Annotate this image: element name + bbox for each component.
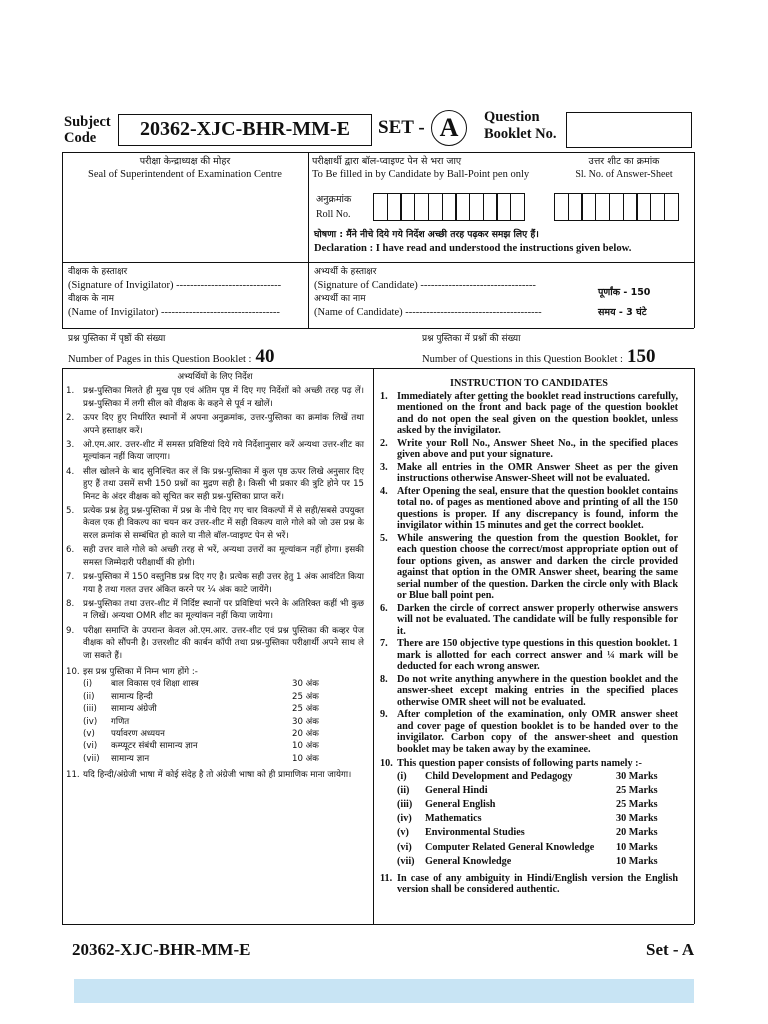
instruction-item bbox=[66, 505, 364, 542]
part-row bbox=[397, 826, 678, 840]
question-booklet-no-label: Question Booklet No. bbox=[484, 109, 557, 142]
instruction-item bbox=[66, 625, 364, 662]
part-row bbox=[83, 691, 338, 703]
instruction-number: 4. bbox=[380, 485, 388, 497]
instruction-number: 9. bbox=[66, 625, 75, 636]
instruction-item bbox=[380, 603, 678, 638]
instruction-number: 7. bbox=[66, 572, 75, 583]
instruction-text: Do not write anything anywhere in the question booklet and the answer-sheet except making entries in the specified places otherwise OMR sheet will not be evaluated. bbox=[397, 673, 678, 708]
instruction-text: Darken the circle of correct answer properly otherwise answers will not be evaluated. The candidate will be fully responsible for it. bbox=[397, 602, 678, 637]
part-number: (v) bbox=[83, 728, 95, 739]
instruction-text: There are 150 objective type questions in this question booklet. 1 mark is allotted for each correct answer and ¼ mark will be deducted for each wrong answer. bbox=[397, 638, 678, 672]
subject-code-label: Subject Code bbox=[64, 114, 111, 146]
part-name: बाल विकास एवं शिक्षा शास्त्र bbox=[111, 679, 199, 690]
instruction-text: प्रश्न-पुस्तिका तथा उत्तर-शीट में निर्दिष्ट स्थानों पर प्रविष्टियां भरने के अतिरिक्त कहीं भी कुछ न लिखें। अन्यथा OMR शीट का मूल्यांकन नहीं किया जायेगा। bbox=[83, 598, 364, 622]
part-name: सामान्य ज्ञान bbox=[111, 753, 150, 764]
part-number: (iii) bbox=[397, 798, 413, 810]
question-booklet-no-box[interactable] bbox=[566, 112, 692, 148]
part-name: पर्यावरण अध्ययन bbox=[111, 728, 165, 739]
english-instructions-title: INSTRUCTION TO CANDIDATES bbox=[450, 378, 608, 389]
part-number: (v) bbox=[397, 827, 409, 839]
part-marks: 25 Marks bbox=[616, 784, 658, 796]
part-marks: 25 अंक bbox=[292, 691, 319, 702]
instruction-item bbox=[380, 674, 678, 709]
instruction-item bbox=[380, 391, 678, 437]
hindi-instructions: अभ्यर्थियों के लिए निर्देश 1. प्रश्न-पुस्तिका मिलते ही मुख पृष्ठ एवं अंतिम पृष्ठ में दिए गए निर्देशों को अच्छी तरह पढ़ लें। प्रश्न-पुस्तिका में लगी सील को वीक्षक के कहने से पूर्व न खोलें। 2. ऊपर दिए हुए निर्धारित स्थानों में अपना अनुक्रमांक, उत्तर-पुस्तिका का क्रमांक लिखें तथा अपने हस्ताक्षर करें। 3. ओ.एम.आर. उत्तर-शीट में समस्त प्रविष्टियां दिये गये निर्देशानुसार करें अन्यथा उत्तर-शीट का मूल्यांकन नहीं किया जाएगा। 4. सील खोलने के बाद सुनिश्चित कर लें कि प्रश्न-पुस्तिका में कुल पृष्ठ ऊपर लिखे अनुसार दिए हुए हैं तथा उसमें सभी 150 प्रश्नों का मुद्रण सही है। किसी भी प्रकार की त्रुटि होने पर 15 मिनट के अंदर वीक्षक को सूचित कर सही प्रश्न-पुस्तिका प्राप्त करें। 5. प्रत्येक प्रश्न हेतु प्रश्न-पुस्तिका में प्रश्न के नीचे दिए गए चार विकल्पों में से सही/सबसे उपयुक्त केवल एक ही विकल्प का चयन कर उत्तर-शीट में सही विकल्प वाले गोले को जो उस प्रश्न के सरल क्रमांक से सम्बंधित हो काले या नीले बॉल-प्वाइण्ट पेन से भरें। 6. सही उत्तर वाले गोले को अच्छी तरह से भरें, अन्यथा उत्तरों का मूल्यांकन नहीं होगा। इसकी समस्त जिम्मेदारी परीक्षार्थी की होगी। 7. प्रश्न-पुस्तिका में 150 वस्तुनिष्ठ प्रश्न दिए गए है। प्रत्येक सही उत्तर हेतु 1 अंक आवंटित किया गया है तथा गलत उत्तर अंकित करने पर ¼ अंक काटे जायेंगे। 8. प्रश्न-पुस्तिका तथा उत्तर-शीट में निर्दिष्ट स्थानों पर प्रविष्टियां भरने के अतिरिक्त कहीं भी कुछ न लिखें। अन्यथा OMR शीट का मूल्यांकन नहीं किया जायेगा। 9. परीक्षा समाप्ति के उपरान्त केवल ओ.एम.आर. उत्तर-शीट एवं प्रश्न पुस्तिका की कव्हर पेज वीक्षक को सौंपनी है। उत्तरशीट की कार्बन कॉपी तथा प्रश्न-पुस्तिका परीक्षार्थी अपने साथ ले जा सकते हैं। 10. इस प्रश्न पुस्तिका में निम्न भाग होंगे :- (i) बाल विकास एवं शिक्षा शास्त्र 30 अंक (ii) सामान्य हिन्दी 25 अंक (iii) सामान्य अंग्रेजी 25 अंक (iv) गणित 30 अंक (v) पर्यावरण अध्ययन 20 अंक (vi) कम्प्यूटर संबंधी सामान्य ज्ञान 10 अंक (vii) सामान्य ज्ञान 10 अंक 11. यदि हिन्दी/अंग्रेजी भाषा में कोई संदेह है तो अंग्रेजी भाषा को ही प्रामाणिक माना जायेगा। bbox=[66, 372, 364, 781]
roll-no-boxes[interactable] bbox=[373, 193, 524, 221]
seal-area: परीक्षा केन्द्राध्यक्ष की मोहर Seal of Superintendent of Examination Centre bbox=[88, 156, 282, 180]
part-marks: 20 Marks bbox=[616, 827, 658, 839]
instruction-number: 9. bbox=[380, 709, 388, 720]
declaration: घोषणा : मैंने नीचे दिये गये निर्देश अच्छी तरह पढ़कर समझ लिए हैं। Declaration : I have read and understood the instructions given below. bbox=[314, 229, 632, 254]
part-number: (i) bbox=[83, 679, 93, 690]
instruction-number: 4. bbox=[66, 466, 75, 477]
part-name: Mathematics bbox=[425, 813, 482, 825]
instruction-text: ऊपर दिए हुए निर्धारित स्थानों में अपना अनुक्रमांक, उत्तर-पुस्तिका का क्रमांक लिखें तथा अपने हस्ताक्षर करें। bbox=[83, 413, 364, 436]
part-marks: 30 अंक bbox=[292, 679, 319, 690]
part-number: (vii) bbox=[397, 855, 415, 867]
instruction-item bbox=[380, 438, 678, 461]
part-row bbox=[397, 798, 678, 812]
instruction-item bbox=[66, 466, 364, 503]
part-name: Environmental Studies bbox=[425, 827, 525, 839]
part-row bbox=[397, 770, 678, 784]
instruction-item bbox=[380, 486, 678, 532]
instruction-text: While answering the question from the question Booklet, for each question choose the correct/most appropriate option out of four options given, as answer and darken the circle provided against that option in the OMR Answer sheet, bearing the same serial number of the question. Darken the circle only with Black or Blue ball point pen. bbox=[397, 532, 678, 601]
part-name: General English bbox=[425, 798, 496, 810]
instruction-item bbox=[66, 412, 364, 437]
instruction-number: 6. bbox=[380, 602, 388, 614]
part-row bbox=[83, 740, 338, 752]
part-number: (ii) bbox=[397, 784, 410, 796]
instruction-item bbox=[380, 462, 678, 485]
part-marks: 30 Marks bbox=[616, 813, 658, 825]
part-row bbox=[83, 716, 338, 728]
instruction-number: 1. bbox=[66, 386, 75, 397]
instruction-number: 6. bbox=[66, 545, 75, 556]
part-name: Computer Related General Knowledge bbox=[425, 841, 595, 853]
instruction-text: Make all entries in the OMR Answer Sheet as per the given instructions otherwise Answer-Sheet will not be evaluated. bbox=[397, 461, 678, 484]
instruction-text: प्रश्न-पुस्तिका में 150 वस्तुनिष्ठ प्रश्न दिए गए है। प्रत्येक सही उत्तर हेतु 1 अंक आवंटित किया गया है तथा गलत उत्तर अंकित करने पर ¼ अंक काटे जायेंगे। bbox=[83, 572, 364, 595]
instruction-item bbox=[66, 544, 364, 569]
instruction-text: सही उत्तर वाले गोले को अच्छी तरह से भरें, अन्यथा उत्तरों का मूल्यांकन नहीं होगा। इसकी समस्त जिम्मेदारी परीक्षार्थी की होगी। bbox=[83, 545, 364, 568]
part-row bbox=[83, 678, 338, 690]
instruction-number: 8. bbox=[66, 598, 75, 609]
part-number: (vii) bbox=[83, 753, 100, 764]
set-label: SET - bbox=[378, 117, 425, 138]
instruction-item bbox=[66, 598, 364, 623]
instruction-item bbox=[66, 385, 364, 410]
instruction-number: 5. bbox=[66, 506, 75, 517]
part-number: (iii) bbox=[83, 704, 97, 715]
part-name: Child Development and Pedagogy bbox=[425, 770, 573, 782]
part-row bbox=[83, 728, 338, 740]
instruction-text: After completion of the examination, only OMR answer sheet and cover page of question booklet is to be handed over to the invigilator. Carbon copy of the answer-sheet and question booklet may be taken away by the examinee. bbox=[397, 709, 678, 755]
instruction-number: 3. bbox=[66, 440, 75, 451]
instruction-text: After Opening the seal, ensure that the question booklet contains total no. of pages as mentioned above and printing of all the 150 questions is proper. If any discrepancy is found, inform the invigilator within 15 minutes and get the correct booklet. bbox=[397, 485, 678, 531]
footer-band bbox=[74, 979, 694, 1003]
part-marks: 30 अंक bbox=[292, 716, 319, 727]
english-instructions: INSTRUCTION TO CANDIDATES 1. Immediately after getting the booklet read instructions carefully, mentioned on the front and back page of the question booklet and do not open the seal given on the question booklet, unless asked by the invigilator. 2. Write your Roll No., Answer Sheet No., in the specified places given above and put your signature. 3. Make all entries in the OMR Answer Sheet as per the given instructions otherwise Answer-Sheet will not be evaluated. 4. After Opening the seal, ensure that the question booklet contains total no. of pages as mentioned above and printing of all the 150 questions is proper. If any discrepancy is found, inform the invigilator within 15 minutes and get the correct booklet. 5. While answering the question from the question Booklet, for each question choose the correct/most appropriate option out of four options given, as answer and darken the circle provided against that option in the OMR Answer sheet, bearing the same serial number of the question. Darken the circle only with Black or Blue ball point pen. 6. Darken the circle of correct answer properly otherwise answers will not be evaluated. The candidate will be fully responsible for it. 7. There are 150 objective type questions in this question booklet. 1 mark is allotted for each correct answer and ¼ mark will be deducted for each wrong answer. 8. Do not write anything anywhere in the question booklet and the answer-sheet except making entries in the specified places otherwise OMR sheet will not be evaluated. 9. After completion of the examination, only OMR answer sheet and cover page of question booklet is to be handed over to the invigilator. Carbon copy of the answer-sheet and question booklet may be taken away by the examinee. 10. This question paper consists of following parts namely :- (i) Child Development and Pedagogy 30 Marks (ii) General Hindi 25 Marks (iii) General English 25 Marks (iv) Mathematics 30 Marks (v) Environmental Studies 20 Marks (vi) Computer Related General Knowledge 10 Marks (vii) General Knowledge 10 Marks 11. In case of any ambiguity in Hindi/English version the English version shall be considered authentic. bbox=[380, 378, 678, 896]
instruction-number: 2. bbox=[66, 413, 75, 424]
marks-time: पूर्णांक - 150 समय - 3 घंटे bbox=[598, 287, 651, 318]
instruction-item bbox=[380, 533, 678, 602]
part-number: (iv) bbox=[397, 813, 412, 825]
part-marks: 25 Marks bbox=[616, 798, 658, 810]
footer-set: Set - A bbox=[646, 940, 695, 959]
instruction-item bbox=[380, 709, 678, 755]
part-name: General Hindi bbox=[425, 784, 488, 796]
part-number: (vi) bbox=[397, 841, 412, 853]
instruction-number: 8. bbox=[380, 673, 388, 685]
pages-value: 40 bbox=[255, 346, 275, 367]
subject-code: 20362-XJC-BHR-MM-E bbox=[140, 118, 350, 140]
part-name: कम्प्यूटर संबंधी सामान्य ज्ञान bbox=[111, 741, 198, 752]
instruction-item bbox=[66, 439, 364, 464]
questions-value: 150 bbox=[626, 346, 656, 367]
instruction-text: सील खोलने के बाद सुनिश्चित कर लें कि प्रश्न-पुस्तिका में कुल पृष्ठ ऊपर लिखे अनुसार दिए हुए हैं तथा उसमें सभी 150 प्रश्नों का मुद्रण सही है। किसी भी प्रकार की त्रुटि होने पर 15 मिनट के अंदर वीक्षक को सूचित कर सही प्रश्न-पुस्तिका प्राप्त करें। bbox=[83, 466, 364, 502]
answer-sheet-boxes[interactable] bbox=[554, 193, 677, 221]
part-number: (ii) bbox=[83, 691, 95, 702]
invigilator-block: वीक्षक के हस्ताक्षर (Signature of Invigilator) ------------------------------ वीक्षक के नाम (Name of Invigilator) ---------------------------------- bbox=[68, 267, 282, 318]
instruction-number: 1. bbox=[380, 390, 388, 402]
part-number: (iv) bbox=[83, 716, 98, 727]
instruction-number: 5. bbox=[380, 532, 388, 544]
instruction-text: ओ.एम.आर. उत्तर-शीट में समस्त प्रविष्टियां दिये गये निर्देशानुसार करें अन्यथा उत्तर-शीट का मूल्यांकन नहीं किया जाएगा। bbox=[83, 440, 364, 463]
instruction-text: Write your Roll No., Answer Sheet No., in the specified places given above and put your signature. bbox=[397, 437, 678, 460]
subject-code-box bbox=[118, 114, 372, 146]
candidate-block: अभ्यर्थी के हस्ताक्षर (Signature of Candidate) --------------------------------- अभ्यर्थी का नाम (Name of Candidate) --------------------------------------- bbox=[314, 267, 542, 318]
candidate-fill-heading: परीक्षार्थी द्वारा बॉल-प्वाइण्ट पेन से भरा जाए To Be filled in by Candidate by Ball-Point pen only bbox=[312, 156, 530, 180]
instruction-number: 7. bbox=[380, 638, 388, 649]
part-name: General Knowledge bbox=[425, 855, 512, 867]
part-marks: 10 अंक bbox=[292, 753, 319, 764]
part-row bbox=[397, 784, 678, 798]
part-row bbox=[397, 812, 678, 826]
part-name: सामान्य अंग्रेजी bbox=[111, 704, 157, 715]
instruction-item bbox=[66, 571, 364, 596]
hindi-instructions-title: अभ्यर्थियों के लिए निर्देश bbox=[177, 372, 253, 382]
roll-no-label: अनुक्रमांक Roll No. bbox=[316, 194, 352, 220]
instruction-text: Immediately after getting the booklet read instructions carefully, mentioned on the front and back page of the question booklet and do not open the seal given on the question booklet, unless asked by the invigilator. bbox=[397, 390, 678, 436]
part-name: सामान्य हिन्दी bbox=[111, 691, 153, 702]
part-marks: 20 अंक bbox=[292, 728, 319, 739]
part-marks: 25 अंक bbox=[292, 704, 319, 715]
part-marks: 10 Marks bbox=[616, 855, 658, 867]
instruction-number: 2. bbox=[380, 437, 388, 449]
questions-count: प्रश्न पुस्तिका में प्रश्नों की संख्या Number of Questions in this Question Booklet : 150 bbox=[422, 334, 656, 367]
answer-sheet-heading: उत्तर शीट का क्रमांक Sl. No. of Answer-Sheet bbox=[575, 156, 673, 180]
instruction-text: प्रश्न-पुस्तिका मिलते ही मुख पृष्ठ एवं अंतिम पृष्ठ में दिए गए निर्देशों को अच्छी तरह पढ़ लें। प्रश्न-पुस्तिका में लगी सील को वीक्षक के कहने से पूर्व न खोलें। bbox=[83, 386, 364, 409]
instruction-item bbox=[380, 638, 678, 673]
instruction-text: परीक्षा समाप्ति के उपरान्त केवल ओ.एम.आर. उत्तर-शीट एवं प्रश्न पुस्तिका की कव्हर पेज वीक्षक को सौंपनी है। उत्तरशीट की कार्बन कॉपी तथा प्रश्न-पुस्तिका परीक्षार्थी अपने साथ ले जा सकते हैं। bbox=[83, 625, 364, 661]
part-row bbox=[397, 841, 678, 855]
part-row bbox=[83, 703, 338, 715]
instruction-number: 3. bbox=[380, 461, 388, 473]
pages-count: प्रश्न पुस्तिका में पृष्ठों की संख्या Number of Pages in this Question Booklet : 40 bbox=[68, 334, 275, 367]
footer-code: 20362-XJC-BHR-MM-E bbox=[72, 940, 251, 959]
part-number: (i) bbox=[397, 770, 407, 782]
instruction-text: प्रत्येक प्रश्न हेतु प्रश्न-पुस्तिका में प्रश्न के नीचे दिए गए चार विकल्पों में से सही/सबसे उपयुक्त केवल एक ही विकल्प का चयन कर उत्तर-शीट में सही विकल्प वाले गोले को जो उस प्रश्न के सरल क्रमांक से सम्बंधित हो काले या नीले बॉल-प्वाइण्ट पेन से भरें। bbox=[83, 506, 364, 541]
part-row bbox=[397, 855, 678, 869]
part-marks: 30 Marks bbox=[616, 770, 658, 782]
part-marks: 10 अंक bbox=[292, 741, 319, 752]
part-marks: 10 Marks bbox=[616, 841, 658, 853]
set-circle: A bbox=[431, 110, 467, 146]
part-number: (vi) bbox=[83, 741, 98, 752]
part-row bbox=[83, 753, 338, 765]
part-name: गणित bbox=[111, 716, 130, 727]
